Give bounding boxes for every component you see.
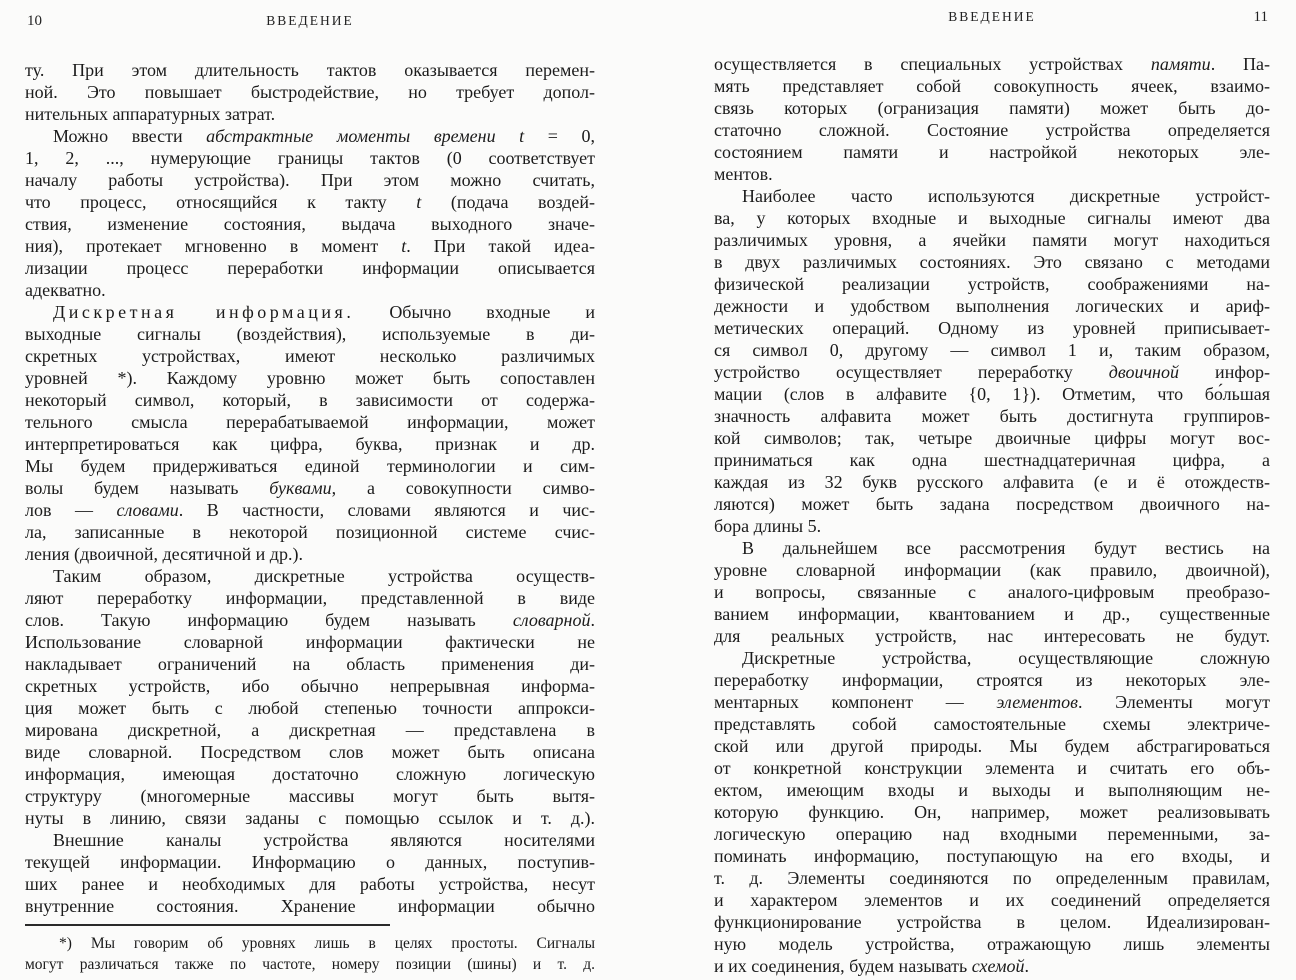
text-run: . В частности, словами являются и чис- [178, 500, 595, 520]
text-line [25, 279, 595, 301]
text-run: осуществляется в специальных устройствах [714, 54, 1151, 74]
text-line [25, 367, 595, 389]
text-line [25, 345, 595, 367]
text-run: функционирование устройства в целом. Идеализирован- [714, 912, 1270, 932]
text-line [714, 955, 1270, 977]
page-number-right: 11 [1253, 9, 1268, 25]
text-line [25, 59, 595, 81]
text-line [714, 691, 1270, 713]
text-run: элементов [996, 692, 1078, 712]
text-run: адекватно. [25, 280, 106, 300]
text-run: Внешние каналы устройства являются носителями [53, 830, 595, 850]
text-line [25, 895, 595, 917]
text-run: состоянием памяти и настройкой некоторых эле- [714, 142, 1270, 162]
text-run: для реальных устройств, нас интересовать не будут. [714, 626, 1270, 646]
text-line [714, 889, 1270, 911]
text-line [25, 389, 595, 411]
text-run: инфор- [1178, 362, 1270, 382]
text-run: t [401, 236, 407, 256]
text-line [25, 213, 595, 235]
text-run: ших ранее и необходимых для работы устройства, несут [25, 874, 595, 894]
text-run: буквами [269, 478, 332, 498]
text-run: тельного смысла перерабатываемой информации, может [25, 412, 595, 432]
text-run: . Элементы могут [1077, 692, 1271, 712]
text-line [714, 75, 1270, 97]
text-run: ления (двоичной, десятичной и др.). [25, 544, 303, 564]
text-line [714, 383, 1270, 405]
text-run: различимых уровня, а ячейки памяти могут находиться [714, 230, 1270, 250]
text-line [25, 323, 595, 345]
text-run: слов. Такую информацию будем называть [25, 610, 513, 630]
text-run: . [590, 610, 595, 630]
text-line [714, 119, 1270, 141]
text-run: ванием информации, квантованием и др., существенные [714, 604, 1270, 624]
text-line [25, 587, 595, 609]
text-line [714, 141, 1270, 163]
text-run: от конкретной конструкции элемента и считать его объ- [714, 758, 1270, 778]
text-run: ментарных компонент — [714, 692, 997, 712]
text-line [714, 427, 1270, 449]
page-number-left: 10 [27, 13, 42, 29]
text-line [714, 471, 1270, 493]
text-run: словами [116, 500, 179, 520]
text-run: и их соединения, будем называть [714, 956, 972, 976]
text-run: некоторый символ, который, в зависимости от содержа- [25, 390, 595, 410]
text-run: Мы будем придерживаться единой терминологии и сим- [25, 456, 595, 476]
text-line [25, 499, 595, 521]
text-line [714, 405, 1270, 427]
text-run: мять представляет собой совокупность ячеек, взаимо- [714, 76, 1270, 96]
text-line [714, 251, 1270, 273]
text-line [25, 191, 595, 213]
text-run: 1, 2, ..., нумерующие границы тактов (0 соответствует [25, 148, 595, 168]
text-line [714, 207, 1270, 229]
text-run: нительных аппаратурных затрат. [25, 104, 276, 124]
text-run: связь которых (огранизация памяти) может быть до- [714, 98, 1270, 118]
text-line [714, 295, 1270, 317]
text-run: лов — [25, 500, 117, 520]
text-run: двоичной [1108, 362, 1179, 382]
text-run: значность алфавита может быть достигнута группиров- [714, 406, 1270, 426]
text-line [714, 53, 1270, 75]
text-run: . Па- [1210, 54, 1271, 74]
text-run: Наиболее часто используются дискретные устройст- [742, 186, 1270, 206]
text-line [714, 449, 1270, 471]
text-line [714, 713, 1270, 735]
text-run: ную модель устройства, отражающую лишь элементы [714, 934, 1270, 954]
text-run: t [416, 192, 422, 212]
text-line [25, 521, 595, 543]
text-line [714, 581, 1270, 603]
text-run: ту. При этом длительность тактов оказывается перемен- [25, 60, 595, 80]
text-line [25, 851, 595, 873]
text-line [25, 829, 595, 851]
text-line [25, 785, 595, 807]
text-line [25, 933, 595, 954]
text-line [714, 97, 1270, 119]
text-run: Обычно входные и [354, 302, 595, 322]
text-run: переработку информации, строятся из некоторых эле- [714, 670, 1270, 690]
text-run: и характером элементов и их соединений определяется [714, 890, 1270, 910]
text-run: которую функцию. Он, например, может реализовывать [714, 802, 1270, 822]
text-line [25, 741, 595, 763]
text-run: ляют переработку информации, представленной в виде [25, 588, 595, 608]
text-line [25, 653, 595, 675]
text-line [25, 719, 595, 741]
text-run: Использование словарной информации фактически не [25, 632, 595, 652]
text-run: Дискретные устройства, осуществляющие сложную [742, 648, 1270, 668]
text-run: бора длины 5. [714, 516, 822, 536]
text-line [714, 603, 1270, 625]
text-line [714, 185, 1270, 207]
text-run: кой символов; так, четыре двоичные цифры могут вос- [714, 428, 1270, 448]
text-run: уровней *). Каждому уровню может быть сопоставлен [25, 368, 595, 388]
text-line [714, 515, 1270, 537]
text-run: накладывает ограничений на область применения ди- [25, 654, 595, 674]
text-run: . [1024, 956, 1030, 976]
text-run: В дальнейшем все рассмотрения будут вестись на [742, 538, 1270, 558]
text-run: структуру (многомерные массивы могут быть вытя- [25, 786, 595, 806]
text-line [714, 317, 1270, 339]
text-line [714, 339, 1270, 361]
text-line [25, 807, 595, 829]
text-line [25, 433, 595, 455]
text-run: и вопросы, связанные с аналого-цифровым преобразо- [714, 582, 1270, 602]
text-run: памяти [1150, 54, 1211, 74]
text-line [25, 81, 595, 103]
text-run: Можно ввести [53, 126, 207, 146]
text-run: схемой [971, 956, 1025, 976]
text-run: волы будем называть [25, 478, 270, 498]
text-run: Таким образом, дискретные устройства осуществ- [53, 566, 595, 586]
text-line [25, 147, 595, 169]
text-line [25, 235, 595, 257]
text-line [25, 763, 595, 785]
text-run: текущей информации. Информацию о данных, поступив- [25, 852, 595, 872]
text-run: скретных устройств, ибо обычно непрерывная информа- [25, 676, 595, 696]
text-line [714, 163, 1270, 185]
text-run: выходные сигналы (воздействия), используемые в ди- [25, 324, 595, 344]
text-run: мирована дискретной, а дискретная — представлена в [25, 720, 595, 740]
text-line [25, 411, 595, 433]
footnote-rule [25, 924, 390, 926]
text-line [25, 631, 595, 653]
text-line [714, 229, 1270, 251]
text-line [714, 845, 1270, 867]
text-run: статочно сложной. Состояние устройства определяется [714, 120, 1270, 140]
text-run: началу работы устройства). При этом можно считать, [25, 170, 595, 190]
text-run: нуты в линию, связи заданы с помощью ссылок и т. д.). [25, 808, 595, 828]
text-run: физической реализации устройств, соображениями на- [714, 274, 1270, 294]
page-left-body [25, 59, 595, 975]
running-head-right [714, 9, 1270, 29]
text-run: что процесс, относящийся к такту [25, 192, 417, 212]
text-line [714, 911, 1270, 933]
running-head-left [25, 13, 595, 33]
text-run: метических операций. Одному из уровней приписывает- [714, 318, 1270, 338]
text-run: ва, у которых входные и выходные сигналы имеют два [714, 208, 1270, 228]
text-line [714, 801, 1270, 823]
text-line [25, 543, 595, 565]
text-run: ской или другой природы. Мы будем абстрагироваться [714, 736, 1270, 756]
text-run: ния), протекает мгновенно в момент [25, 236, 402, 256]
text-line [714, 735, 1270, 757]
text-line [714, 537, 1270, 559]
text-run: словарной [512, 610, 591, 630]
text-line [25, 257, 595, 279]
text-run: каждая из 32 букв русского алфавита (е и ё отождеств- [714, 472, 1270, 492]
page-right-body [714, 53, 1270, 977]
text-line [714, 273, 1270, 295]
text-line [25, 675, 595, 697]
text-run: приниматься как одна шестнадцатеричная цифра, а [714, 450, 1270, 470]
text-run: дежности и удобством выполнения логических и ариф- [714, 296, 1270, 316]
text-run: мации (слов в алфавите {0, 1}). Отметим, что бо́льшая [714, 384, 1270, 404]
text-run: Дискретная информация. [53, 302, 355, 322]
text-line [25, 125, 595, 147]
text-line [714, 933, 1270, 955]
text-run: поминать информацию, поступающую на его входы, и [714, 846, 1270, 866]
text-run: абстрактные моменты времени t [206, 126, 525, 146]
text-run: ся символ 0, другому — символ 1 и, таким образом, [714, 340, 1270, 360]
text-line [25, 954, 595, 975]
footnote [25, 933, 595, 975]
page-left-text [25, 59, 595, 917]
text-run: ментов. [714, 164, 773, 184]
text-run: представлять собой самостоятельные схемы электриче- [714, 714, 1270, 734]
text-run: ляются) может быть задана посредством двоичного на- [714, 494, 1270, 514]
text-run: интерпретироваться как цифра, буква, признак и др. [25, 434, 595, 454]
text-run: , а совокупности симво- [331, 478, 595, 498]
text-run: ной. Это повышает быстродействие, но требует допол- [25, 82, 595, 102]
text-run: ектом, имеющим входы и выходы и выполняющим не- [714, 780, 1270, 800]
text-line [25, 103, 595, 125]
text-run: могут различаться также по частоте, номеру позиции (шины) и т. д. [25, 956, 595, 973]
text-run: устройство осуществляет переработку [714, 362, 1109, 382]
text-run: логическую операцию над входными переменными, за- [714, 824, 1270, 844]
text-line [25, 873, 595, 895]
text-line [714, 559, 1270, 581]
text-line [714, 867, 1270, 889]
text-run: ла, записанные в некоторой позиционной системе счис- [25, 522, 595, 542]
text-line [714, 669, 1270, 691]
text-line [25, 565, 595, 587]
text-line [714, 823, 1270, 845]
text-run: виде словарной. Посредством слов может быть описана [25, 742, 595, 762]
text-line [25, 609, 595, 631]
text-run: *) Мы говорим об уровнях лишь в целях простоты. Сигналы [59, 935, 595, 952]
text-line [714, 493, 1270, 515]
text-run: . При такой идеа- [406, 236, 595, 256]
text-run: информация, имеющая достаточно сложную логическую [25, 764, 595, 784]
text-run: ствия, изменение состояния, выдача выходного значе- [25, 214, 595, 234]
text-run: уровне словарной информации (как правило, двоичной), [714, 560, 1270, 580]
text-run: = 0, [524, 126, 596, 146]
text-line [25, 455, 595, 477]
text-line [714, 361, 1270, 383]
text-line [25, 477, 595, 499]
running-title-left: ВВЕДЕНИЕ [266, 13, 354, 28]
text-run: т. д. Элементы соединяются по определенным правилам, [714, 868, 1270, 888]
text-line [714, 625, 1270, 647]
text-line [714, 757, 1270, 779]
running-title-right: ВВЕДЕНИЕ [948, 9, 1036, 24]
text-line [25, 301, 595, 323]
text-line [714, 779, 1270, 801]
text-run: лизации процесс переработки информации описывается [25, 258, 595, 278]
text-run: в двух различимых состояниях. Это связано с методами [714, 252, 1270, 272]
page-right-text [714, 53, 1270, 977]
text-line [25, 697, 595, 719]
text-run: внутренние состояния. Хранение информации обычно [25, 896, 595, 916]
text-run: ция может быть с любой степенью точности аппрокси- [25, 698, 595, 718]
text-run: скретных устройствах, имеют несколько различимых [25, 346, 595, 366]
text-line [714, 647, 1270, 669]
text-line [25, 169, 595, 191]
text-run: (подача воздей- [421, 192, 595, 212]
